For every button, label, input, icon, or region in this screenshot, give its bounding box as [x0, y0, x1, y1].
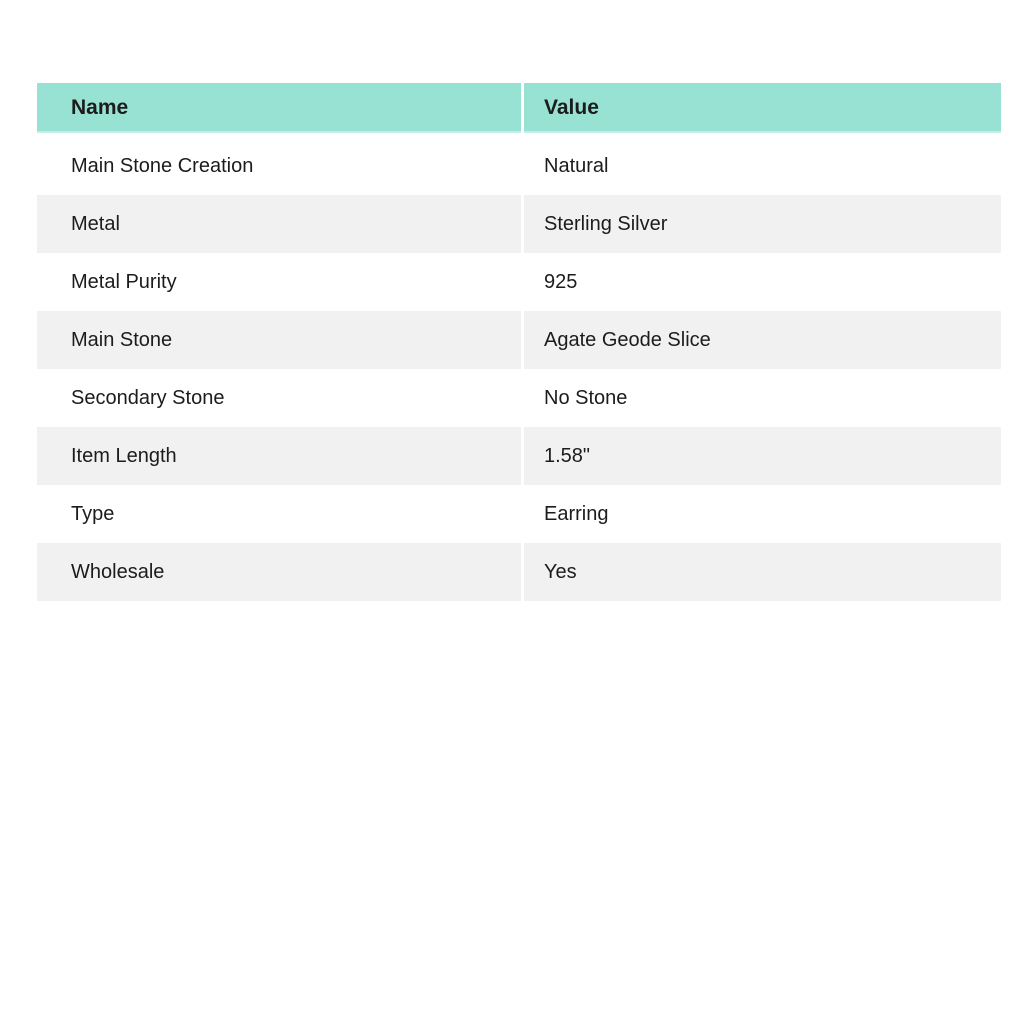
row-name-cell [37, 195, 521, 253]
row-value-label: No Stone [544, 387, 628, 409]
spec-table [37, 83, 1001, 601]
row-value-cell [524, 369, 1001, 427]
header-name-label: Name [71, 95, 129, 119]
row-value-label: Agate Geode Slice [544, 329, 711, 351]
table-row [37, 543, 1001, 601]
row-name-cell [37, 253, 521, 311]
row-value-cell [524, 543, 1001, 601]
row-name-cell [37, 137, 521, 195]
row-name-cell [37, 369, 521, 427]
row-value-cell [524, 427, 1001, 485]
row-name-cell [37, 485, 521, 543]
table-row [37, 369, 1001, 427]
row-value-label: Yes [544, 561, 577, 583]
row-value-cell [524, 137, 1001, 195]
row-value-label: Sterling Silver [544, 213, 668, 235]
header-value-label: Value [544, 95, 599, 119]
table-row [37, 195, 1001, 253]
row-name-label: Type [71, 503, 115, 525]
table-row [37, 427, 1001, 485]
table-body [37, 137, 1001, 601]
row-value-label: Natural [544, 155, 609, 177]
row-value-cell [524, 195, 1001, 253]
header-cell-name [37, 83, 521, 133]
table-row [37, 137, 1001, 195]
row-name-label: Item Length [71, 445, 177, 467]
row-value-cell [524, 485, 1001, 543]
row-value-label: Earring [544, 503, 609, 525]
row-name-cell [37, 311, 521, 369]
table-row [37, 253, 1001, 311]
table-row [37, 485, 1001, 543]
row-value-cell [524, 253, 1001, 311]
header-cell-value [524, 83, 1001, 133]
row-name-label: Main Stone [71, 329, 173, 351]
row-name-label: Main Stone Creation [71, 155, 254, 177]
row-name-label: Metal Purity [71, 271, 177, 293]
row-value-cell [524, 311, 1001, 369]
row-name-cell [37, 543, 521, 601]
row-name-cell [37, 427, 521, 485]
table-row [37, 311, 1001, 369]
row-name-label: Wholesale [71, 561, 165, 583]
row-value-label: 925 [544, 271, 578, 293]
table-header-row [37, 83, 1001, 137]
row-value-label: 1.58" [544, 445, 591, 467]
row-name-label: Metal [71, 213, 120, 235]
row-name-label: Secondary Stone [71, 387, 225, 409]
